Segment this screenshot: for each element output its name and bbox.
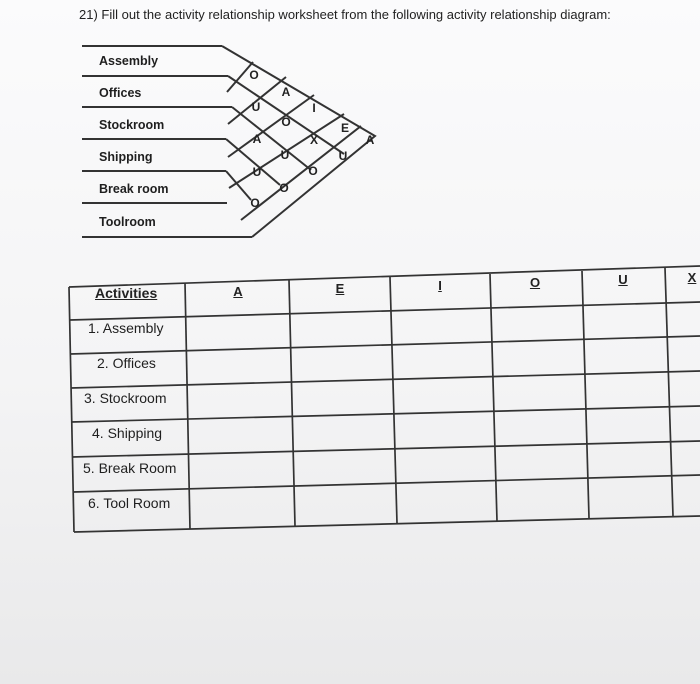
worksheet-row-tool-room: 6. Tool Room — [88, 495, 171, 511]
diagram-activity-offices: Offices — [99, 86, 142, 100]
relationship-code: O — [308, 164, 318, 178]
relationship-code: O — [250, 196, 260, 210]
worksheet-column-o: O — [529, 275, 541, 290]
worksheet-row-offices: 2. Offices — [97, 355, 156, 371]
relationship-code: U — [338, 149, 348, 163]
worksheet-column-u: U — [618, 272, 628, 287]
worksheet-column-e: E — [335, 281, 345, 296]
worksheet-column-a: A — [233, 284, 243, 299]
relationship-code: A — [365, 133, 375, 147]
relationship-code: U — [251, 100, 261, 114]
relationship-code: O — [249, 68, 259, 82]
relationship-code: O — [281, 115, 291, 129]
worksheet-column-i: I — [438, 278, 442, 293]
diagram-activity-stockroom: Stockroom — [99, 118, 165, 132]
relationship-code: U — [252, 165, 262, 179]
relationship-code: U — [280, 148, 290, 162]
worksheet-row-break-room: 5. Break Room — [83, 460, 177, 476]
diagram-activity-assembly: Assembly — [99, 54, 159, 68]
relationship-code: A — [281, 85, 291, 99]
diagram-activity-toolroom: Toolroom — [99, 215, 156, 229]
worksheet-row-shipping: 4. Shipping — [92, 425, 163, 441]
worksheet-row-assembly: 1. Assembly — [88, 320, 164, 336]
relationship-code: X — [309, 133, 318, 147]
diagram-activity-break-room: Break room — [99, 182, 169, 196]
worksheet-activities-header: Activities — [95, 285, 158, 301]
relationship-code: I — [312, 101, 316, 115]
worksheet-row-stockroom: 3. Stockroom — [84, 390, 167, 406]
question-text: 21) Fill out the activity relationship worksheet from the following activity relationship diagram: — [79, 7, 611, 22]
relationship-code: A — [252, 132, 262, 146]
worksheet-column-x: X — [687, 270, 697, 285]
relationship-code: E — [340, 121, 349, 135]
diagram-activity-shipping: Shipping — [99, 150, 153, 164]
relationship-code: O — [279, 181, 289, 195]
